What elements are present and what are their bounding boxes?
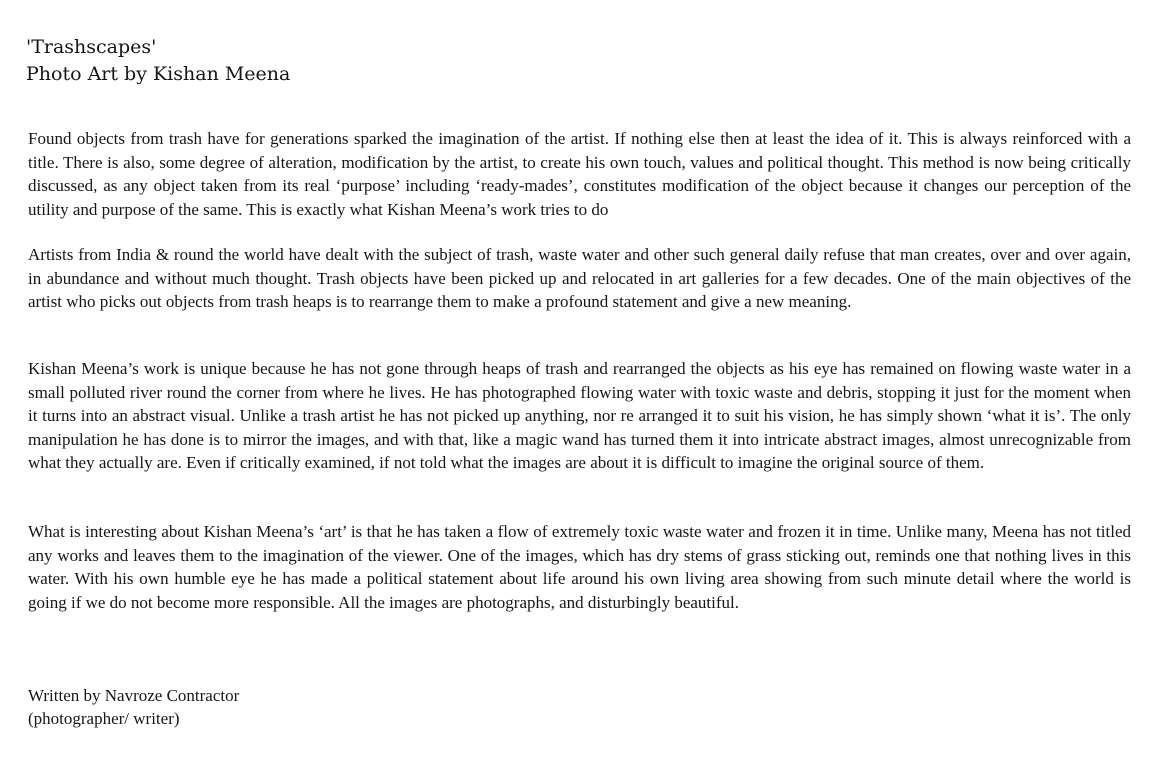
paragraph-4: What is interesting about Kishan Meena’s ‘art’ is that he has taken a flow of extremely toxic waste water and frozen it in time. Unlike many, Meena has not titled any works and leaves them to the imagination of the viewer. One of the images, which has dry stems of grass sticking out, reminds one that nothing lives in this water. With his own humble eye he has made a political statement about life around his own living area showing from such minute detail where the world is going if we do not become more responsible. All the images are photographs, and disturbingly beautiful. xyxy=(28,522,1131,612)
paragraph-2: Artists from India & round the world have dealt with the subject of trash, waste water and other such general daily refuse that man creates, over and over again, in abundance and without much thought. Trash objects have been picked up and relocated in art galleries for a few decades. One of the main objectives of the artist who picks out objects from trash heaps is to rearrange them to make a profound statement and give a new meaning. xyxy=(28,245,1131,311)
paragraph-3: Kishan Meena’s work is unique because he has not gone through heaps of trash and rearranged the objects as his eye has remained on flowing waste water in a small polluted river round the corner from where he lives. He has photographed flowing water with toxic waste and debris, stopping it just for the moment when it turns into an abstract visual. Unlike a trash artist he has not picked up anything, nor re arranged it to suit his vision, he has simply shown ‘what it is’. The only manipulation he has done is to mirror the images, and with that, like a magic wand has turned them it into intricate abstract images, almost unrecognizable from what they actually are. Even if critically examined, if not told what the images are about it is difficult to imagine the original source of them. xyxy=(28,359,1131,472)
document-title: 'Trashscapes' xyxy=(26,36,157,58)
document-subtitle: Photo Art by Kishan Meena xyxy=(26,63,291,85)
author-role: (photographer/ writer) xyxy=(28,709,180,728)
document-heading xyxy=(26,34,290,88)
author-name: Written by Navroze Contractor xyxy=(28,686,240,705)
paragraph-1: Found objects from trash have for generations sparked the imagination of the artist. If nothing else then at least the idea of it. This is always reinforced with a title. There is also, some degree of alteration, modification by the artist, to create his own touch, values and political thought. This method is now being critically discussed, as any object taken from its real ‘purpose’ including ‘ready-mades’, constitutes modification of the object because it changes our perception of the utility and purpose of the same. This is exactly what Kishan Meena’s work tries to do xyxy=(28,129,1131,219)
author-credit xyxy=(28,684,239,730)
